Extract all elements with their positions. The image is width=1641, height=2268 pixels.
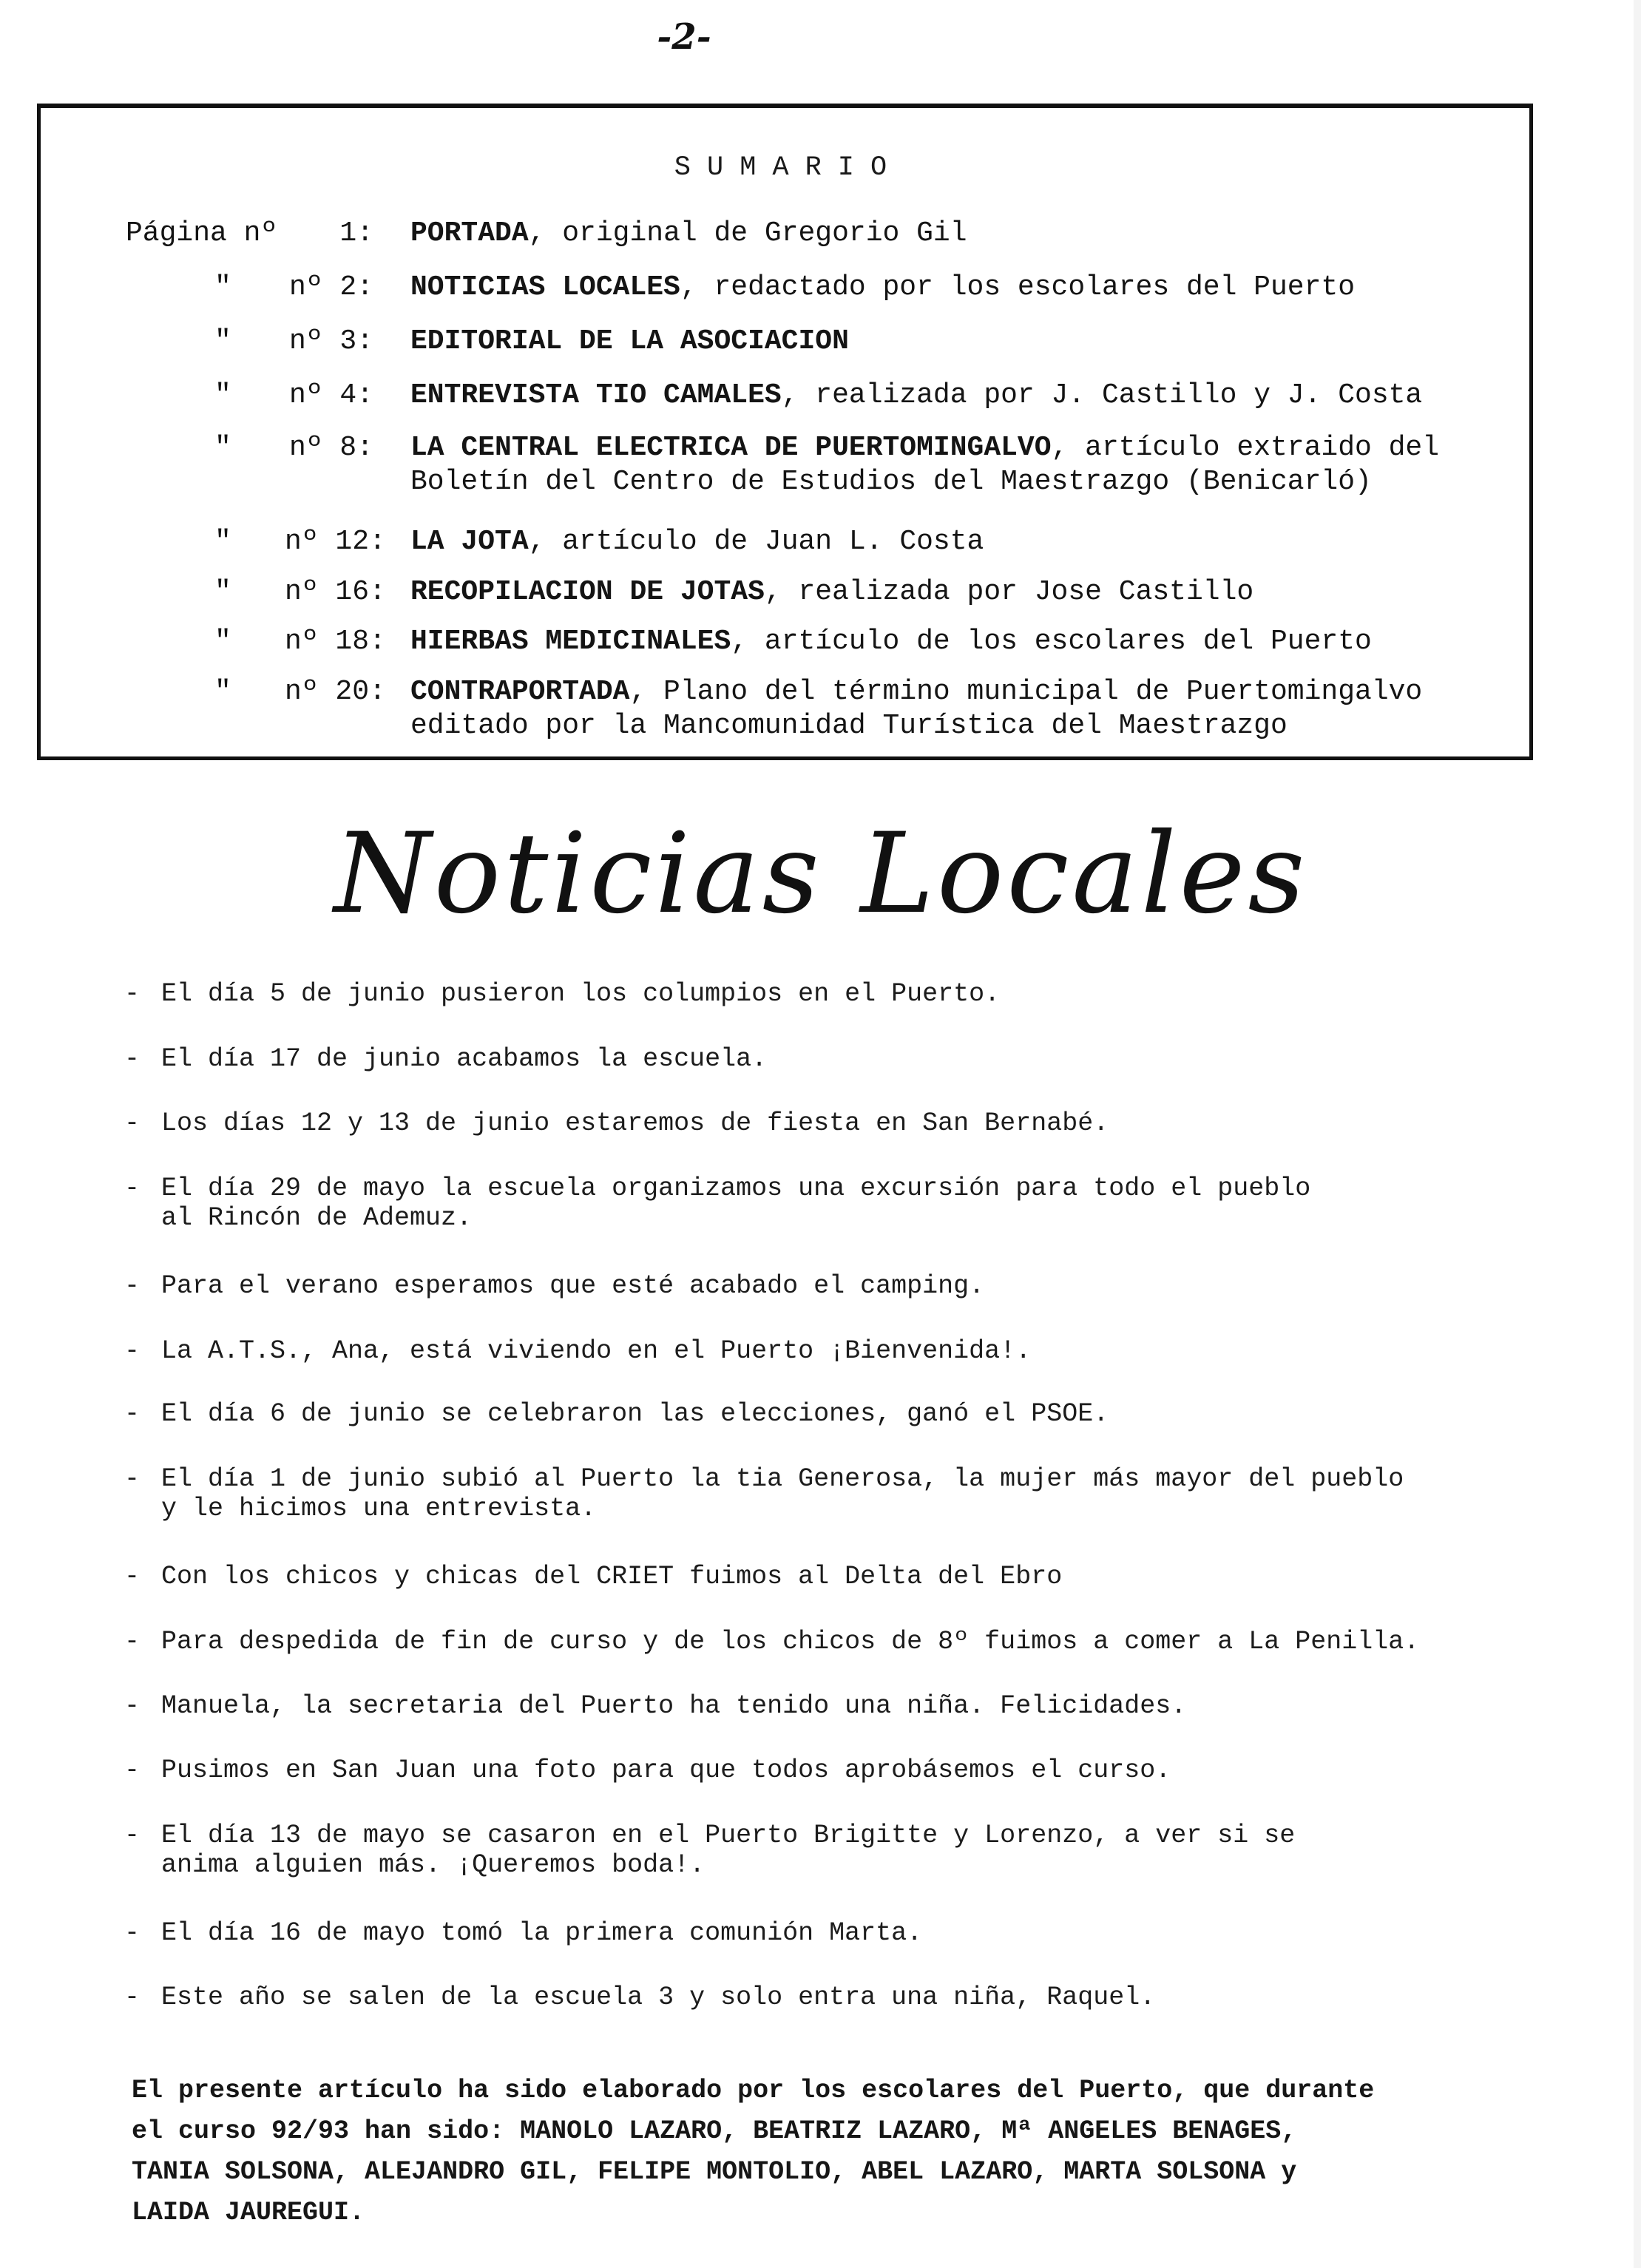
toc-section-detail: , artículo de Juan L. Costa xyxy=(528,526,984,558)
toc-ditto-mark: " xyxy=(214,271,231,303)
news-text: Este año se salen de la escuela 3 y solo entra una niña, Raquel. xyxy=(161,1983,1156,2012)
toc-description-continued: editado por la Mancomunidad Turística del Maestrazgo xyxy=(410,710,1288,742)
toc-section-detail: , artículo extraido del xyxy=(1051,432,1440,464)
toc-section-title: CONTRAPORTADA xyxy=(410,676,630,708)
toc-section-title: PORTADA xyxy=(410,217,529,249)
credits-line: El presente artículo ha sido elaborado por los escolares del Puerto, que durante xyxy=(132,2076,1375,2105)
toc-section-title: HIERBAS MEDICINALES xyxy=(410,626,731,657)
toc-description xyxy=(410,623,1372,660)
toc-description xyxy=(410,323,849,360)
news-text: Los días 12 y 13 de junio estaremos de fiesta en San Bernabé. xyxy=(161,1108,1109,1138)
news-text-continued: y le hicimos una entrevista. xyxy=(161,1494,597,1523)
bullet-dash: - xyxy=(124,1918,141,1948)
toc-description xyxy=(410,524,984,561)
bullet-dash: - xyxy=(124,1174,141,1203)
news-text: La A.T.S., Ana, está viviendo en el Puerto ¡Bienvenida!. xyxy=(161,1336,1032,1366)
toc-description-continued: Boletín del Centro de Estudios del Maestrazgo (Benicarló) xyxy=(410,466,1372,498)
bullet-dash: - xyxy=(124,1627,141,1656)
news-text: Con los chicos y chicas del CRIET fuimos al Delta del Ebro xyxy=(161,1562,1063,1591)
credits-line: TANIA SOLSONA, ALEJANDRO GIL, FELIPE MONTOLIO, ABEL LAZARO, MARTA SOLSONA y xyxy=(132,2157,1297,2187)
toc-section-detail: , redactado por los escolares del Puerto xyxy=(680,271,1356,303)
news-text: El día 5 de junio pusieron los columpios en el Puerto. xyxy=(161,979,1001,1009)
toc-description xyxy=(410,215,967,252)
toc-ditto-mark: " xyxy=(214,576,231,608)
bullet-dash: - xyxy=(124,1108,141,1138)
toc-description xyxy=(410,377,1422,414)
section-headline: Noticias Locales xyxy=(334,810,1308,938)
news-text: Para el verano esperamos que esté acabado el camping. xyxy=(161,1271,985,1301)
toc-section-title: NOTICIAS LOCALES xyxy=(410,271,680,303)
toc-ditto-mark: " xyxy=(214,325,231,357)
credits-paragraph xyxy=(132,2071,1596,2233)
toc-page-number: nº 4: xyxy=(288,379,373,411)
toc-section-title: LA CENTRAL ELECTRICA DE PUERTOMINGALVO xyxy=(410,432,1052,464)
toc-page-label: Página nº xyxy=(126,217,278,249)
toc-page-number: nº 16: xyxy=(285,576,386,608)
toc-section-detail: , realizada por J. Castillo y J. Costa xyxy=(781,379,1423,411)
news-text: El día 29 de mayo la escuela organizamos una excursión para todo el pueblo xyxy=(161,1174,1311,1203)
toc-section-title: RECOPILACION DE JOTAS xyxy=(410,576,765,608)
toc-section-detail: , original de Gregorio Gil xyxy=(528,217,967,249)
sumario-box xyxy=(37,104,1533,760)
toc-page-number: nº 8: xyxy=(288,432,373,464)
toc-page-number: nº 12: xyxy=(285,526,386,558)
credits-line: el curso 92/93 han sido: MANOLO LAZARO, BEATRIZ LAZARO, Mª ANGELES BENAGES, xyxy=(132,2116,1297,2146)
toc-section-title: ENTREVISTA TIO CAMALES xyxy=(410,379,782,411)
toc-page-number: nº 20: xyxy=(285,676,386,708)
bullet-dash: - xyxy=(124,1691,141,1721)
toc-description xyxy=(410,430,1439,467)
toc-section-title: LA JOTA xyxy=(410,526,529,558)
toc-section-detail: , artículo de los escolares del Puerto xyxy=(731,626,1372,657)
bullet-dash: - xyxy=(124,1271,141,1301)
toc-section-detail: , Plano del término municipal de Puertomingalvo xyxy=(629,676,1423,708)
news-text: El día 1 de junio subió al Puerto la tia Generosa, la mujer más mayor del pueblo xyxy=(161,1464,1404,1494)
toc-section-detail: , realizada por Jose Castillo xyxy=(764,576,1254,608)
news-text: Manuela, la secretaria del Puerto ha tenido una niña. Felicidades. xyxy=(161,1691,1187,1721)
bullet-dash: - xyxy=(124,1821,141,1850)
bullet-dash: - xyxy=(124,1044,141,1074)
page-number: -2- xyxy=(657,16,711,58)
toc-ditto-mark: " xyxy=(214,526,231,558)
toc-page-number: nº 18: xyxy=(285,626,386,657)
bullet-dash: - xyxy=(124,1756,141,1785)
news-text: El día 17 de junio acabamos la escuela. xyxy=(161,1044,768,1074)
toc-ditto-mark: " xyxy=(214,626,231,657)
news-text: Pusimos en San Juan una foto para que todos aprobásemos el curso. xyxy=(161,1756,1171,1785)
bullet-dash: - xyxy=(124,1562,141,1591)
toc-page-number: 1: xyxy=(339,217,373,249)
toc-ditto-mark: " xyxy=(214,379,231,411)
news-text: El día 6 de junio se celebraron las elecciones, ganó el PSOE. xyxy=(161,1399,1109,1429)
credits-line: LAIDA JAUREGUI. xyxy=(132,2198,365,2227)
toc-section-title: EDITORIAL DE LA ASOCIACION xyxy=(410,325,849,357)
news-text: El día 16 de mayo tomó la primera comunión Marta. xyxy=(161,1918,923,1948)
toc-ditto-mark: " xyxy=(214,676,231,708)
news-text: Para despedida de fin de curso y de los chicos de 8º fuimos a comer a La Penilla. xyxy=(161,1627,1420,1656)
bullet-dash: - xyxy=(124,1983,141,2012)
bullet-dash: - xyxy=(124,979,141,1009)
sumario-title: SUMARIO xyxy=(674,152,904,183)
bullet-dash: - xyxy=(124,1464,141,1494)
news-text-continued: anima alguien más. ¡Queremos boda!. xyxy=(161,1850,706,1880)
toc-description xyxy=(410,574,1253,611)
toc-page-number: nº 2: xyxy=(288,271,373,303)
news-text-continued: al Rincón de Ademuz. xyxy=(161,1203,473,1233)
bullet-dash: - xyxy=(124,1336,141,1366)
toc-page-number: nº 3: xyxy=(288,325,373,357)
toc-ditto-mark: " xyxy=(214,432,231,464)
scan-edge-shadow xyxy=(1634,0,1641,2268)
news-text: El día 13 de mayo se casaron en el Puerto Brigitte y Lorenzo, a ver si se xyxy=(161,1821,1296,1850)
toc-description xyxy=(410,269,1355,306)
bullet-dash: - xyxy=(124,1399,141,1429)
toc-description xyxy=(410,674,1422,711)
